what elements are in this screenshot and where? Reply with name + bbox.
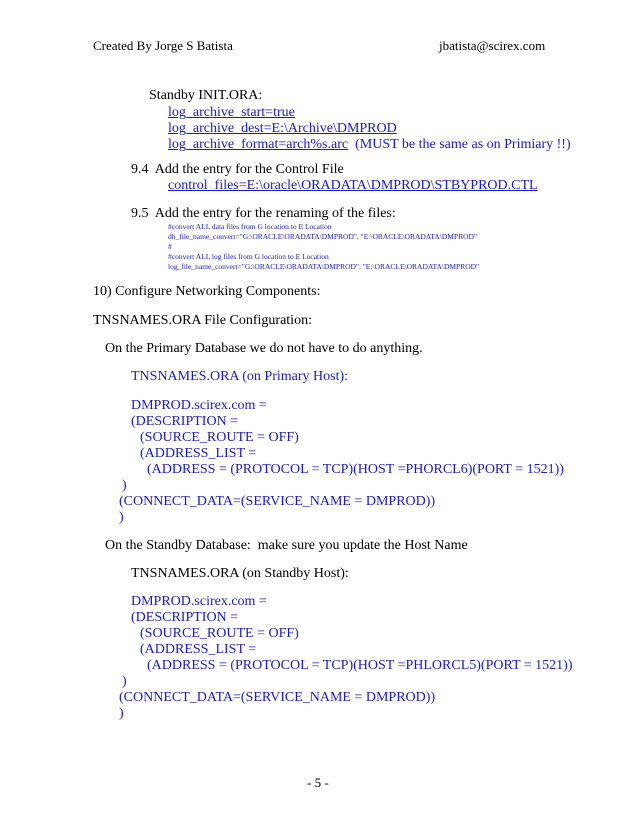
primary-tns-line: ): [122, 478, 127, 493]
convert-comment: #convert ALL log files from G location to E Location: [168, 252, 329, 261]
tns-heading: TNSNAMES.ORA File Configuration:: [93, 313, 312, 328]
standby-tns-line: DMPROD.scirex.com =: [131, 594, 267, 609]
header-email: jbatista@scirex.com: [439, 38, 546, 53]
init-line: [168, 137, 571, 153]
primary-tns-line: (CONNECT_DATA=(SERVICE_NAME = DMPROD)): [119, 494, 436, 509]
standby-tns-line: (SOURCE_ROUTE = OFF): [133, 626, 299, 641]
log-file-convert: log_file_name_convert="G:\ORACLE\ORADATA\DMPROD", "E:\ORACLE\ORADATA\DMPROD": [168, 262, 480, 271]
convert-comment: #convert ALL data files from G location to E Location: [168, 222, 332, 231]
standby-tns-title: TNSNAMES.ORA (on Standby Host):: [131, 566, 349, 581]
primary-tns-line: ): [119, 510, 124, 525]
step-9-5-title: 9.5 Add the entry for the renaming of the files:: [131, 206, 396, 221]
standby-tns-line: ): [122, 674, 127, 689]
convert-comment: #: [168, 242, 172, 251]
header-author: Created By Jorge S Batista: [93, 38, 233, 53]
init-format-value: log_archive_format=arch%s.arc: [168, 137, 349, 152]
standby-tns-line: (ADDRESS_LIST =: [133, 642, 257, 657]
init-line: log_archive_start=true: [168, 105, 295, 120]
step-9-4-title: 9.4 Add the entry for the Control File: [131, 162, 344, 177]
standby-tns-line: (CONNECT_DATA=(SERVICE_NAME = DMPROD)): [119, 690, 436, 705]
primary-tns-line: (SOURCE_ROUTE = OFF): [133, 430, 299, 445]
control-files-line: control_files=E:\oracle\ORADATA\DMPROD\STBYPROD.CTL: [168, 178, 538, 193]
db-file-convert: db_file_name_convert="G:\ORACLE\ORADATA\DMPROD", "E:\ORACLE\ORADATA\DMPROD": [168, 232, 478, 241]
primary-tns-line: (ADDRESS = (PROTOCOL = TCP)(HOST =PHORCL6)(PORT = 1521)): [133, 462, 564, 477]
init-format-note: (MUST be the same as on Primiary !!): [348, 137, 571, 152]
primary-tns-title: TNSNAMES.ORA (on Primary Host):: [131, 369, 349, 384]
page-number: - 5 -: [307, 775, 329, 790]
section-10-heading: 10) Configure Networking Components:: [93, 284, 321, 299]
primary-tns-line: (DESCRIPTION =: [131, 414, 239, 429]
primary-tns-line: (ADDRESS_LIST =: [133, 446, 257, 461]
standby-init-title: Standby INIT.ORA:: [149, 88, 263, 103]
standby-intro: On the Standby Database: make sure you update the Host Name: [105, 538, 468, 553]
standby-tns-line: (ADDRESS = (PROTOCOL = TCP)(HOST =PHLORCL5)(PORT = 1521)): [133, 658, 573, 673]
standby-tns-line: (DESCRIPTION =: [131, 610, 239, 625]
primary-intro: On the Primary Database we do not have to do anything.: [105, 341, 423, 356]
init-line: log_archive_dest=E:\Archive\DMPROD: [168, 121, 397, 136]
primary-tns-line: DMPROD.scirex.com =: [131, 398, 267, 413]
standby-tns-line: ): [119, 706, 124, 721]
